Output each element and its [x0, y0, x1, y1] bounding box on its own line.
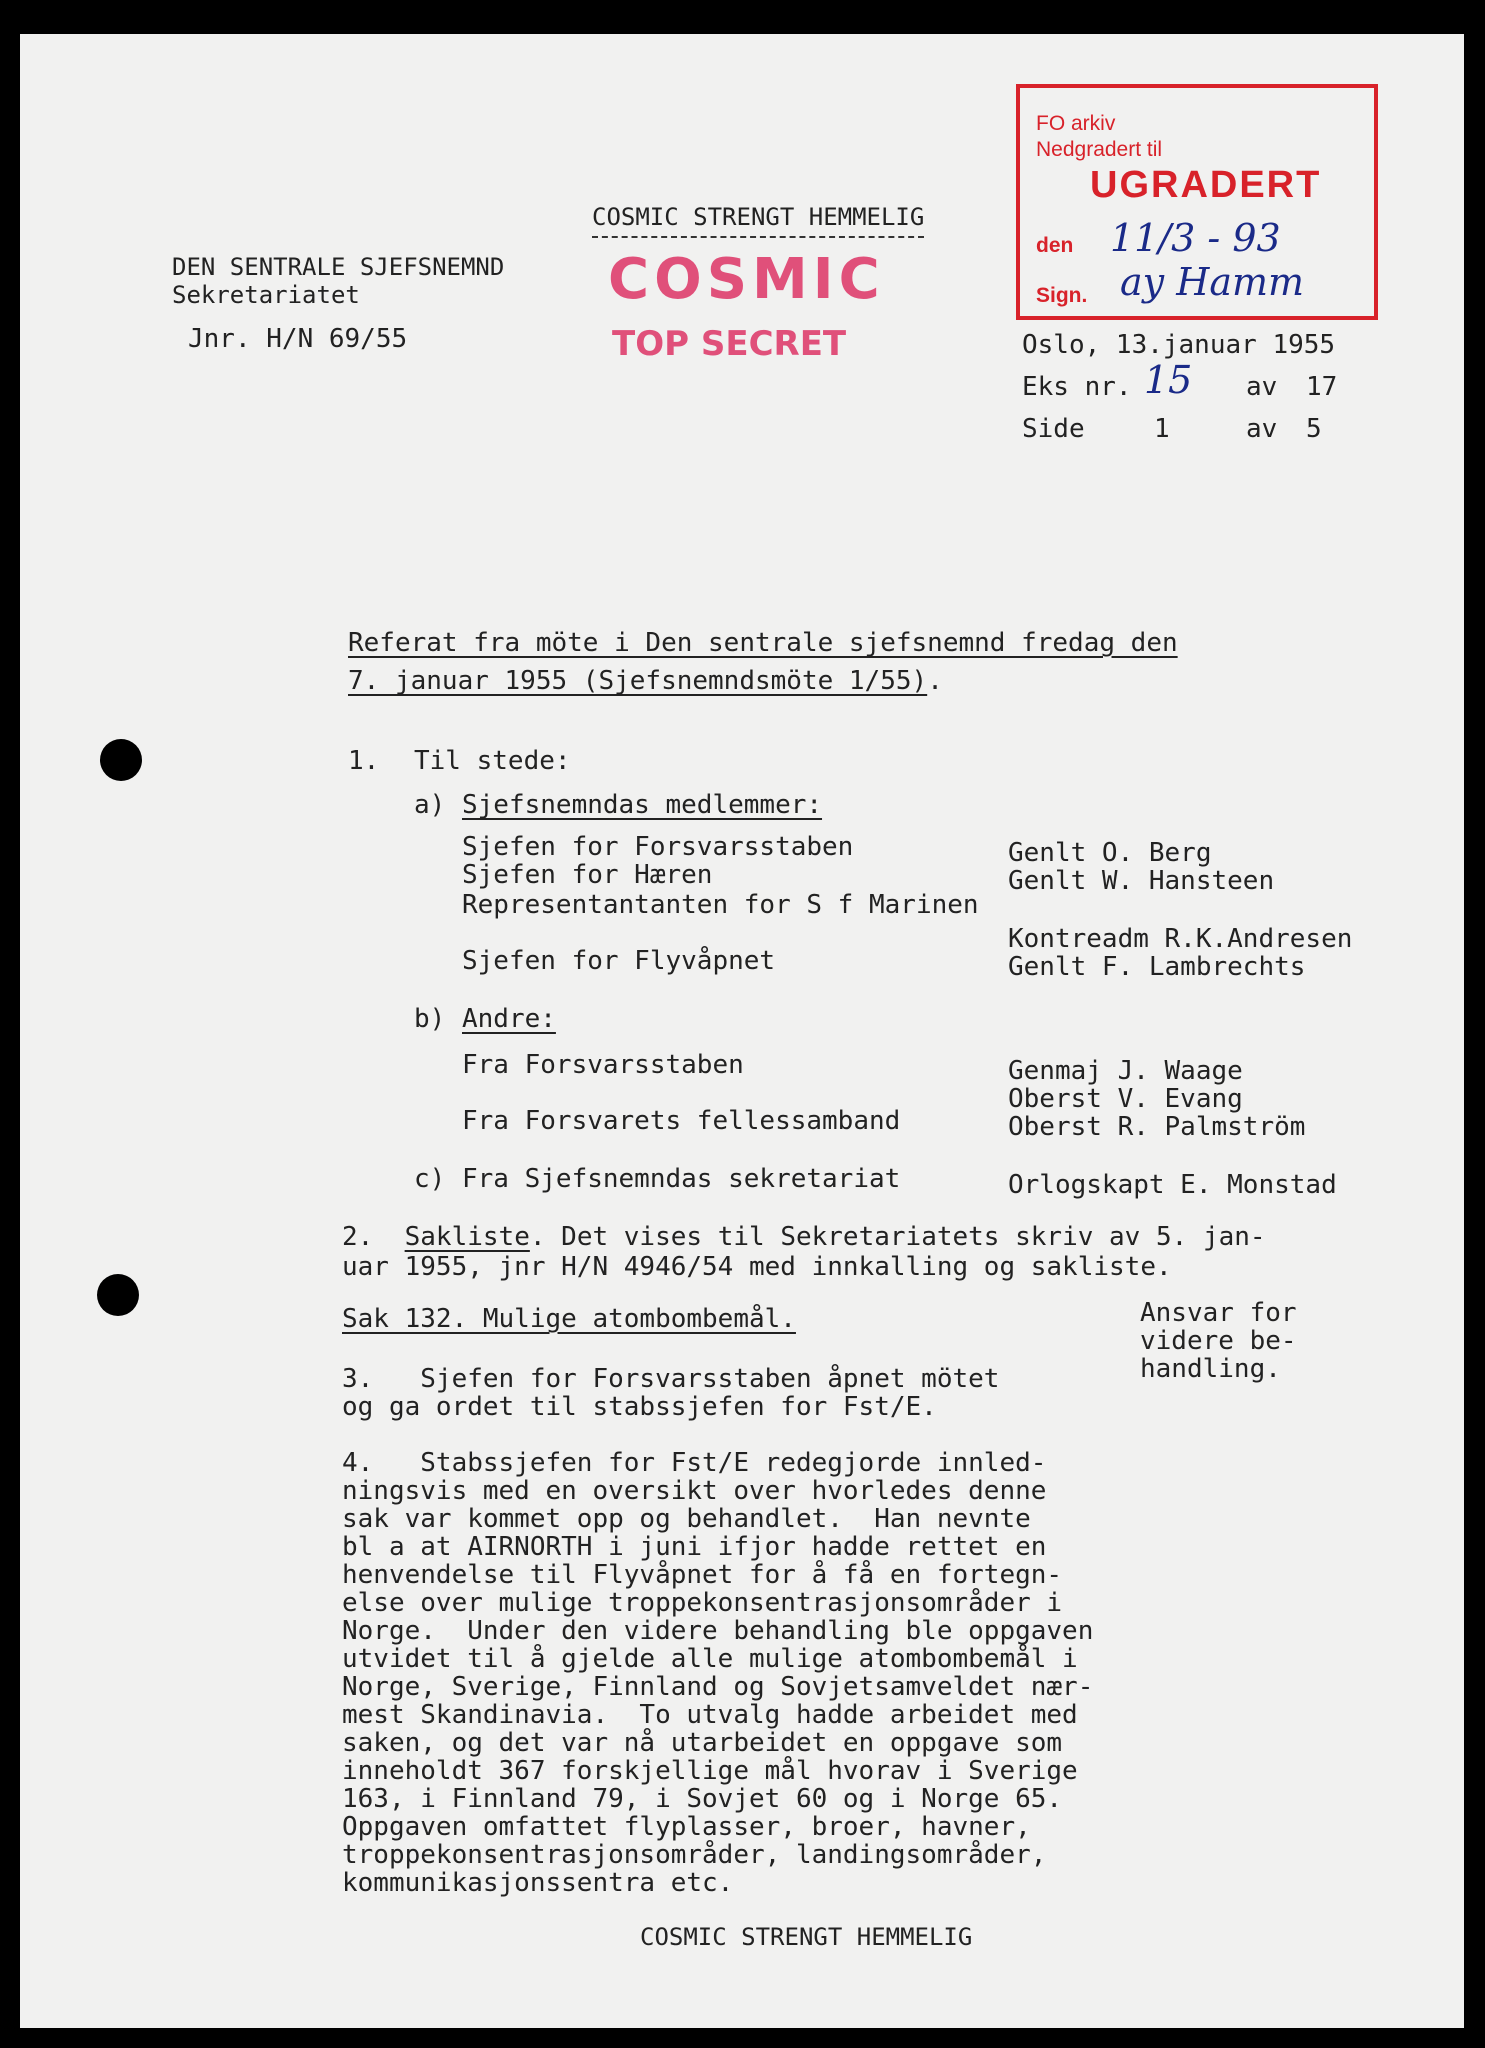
paragraph4-line: else over mulige troppekonsentrasjonsområder i — [342, 1588, 1063, 1618]
paragraph4-line: kommunikasjonssentra etc. — [342, 1868, 734, 1898]
responsibility-note: videre be- — [1140, 1326, 1297, 1356]
subsection-b-marker: b) — [414, 1004, 446, 1034]
section2-line1 — [342, 1222, 1266, 1252]
responsibility-note: handling. — [1140, 1354, 1281, 1384]
subsection-b-heading: Andre: — [462, 1004, 556, 1034]
document-page — [20, 34, 1464, 2028]
paragraph4-line: Norge, Sverige, Finnland og Sovjetsamveldet nær- — [342, 1672, 1094, 1702]
minutes-title-line1: Referat fra möte i Den sentrale sjefsnemnd fredag den — [348, 628, 1178, 658]
page-total-value: 5 — [1306, 414, 1322, 444]
other-name: Oberst R. Palmström — [1008, 1112, 1306, 1142]
secretariat-role: Fra Sjefsnemndas sekretariat — [462, 1164, 901, 1194]
other-name: Genmaj J. Waage — [1008, 1056, 1243, 1086]
other-role: Fra Forsvarets fellessamband — [462, 1106, 901, 1136]
archive-stamp-line2: Nedgradert til — [1036, 138, 1163, 161]
paragraph4-line: Oppgaven omfattet flyplasser, broer, havner, — [342, 1812, 1031, 1842]
paragraph4-line: troppekonsentrasjonsområder, landingsområder, — [342, 1840, 1047, 1870]
member-role: Sjefen for Forsvarsstaben — [462, 832, 854, 862]
org-name: DEN SENTRALE SJEFSNEMND — [172, 253, 505, 281]
journal-number: Jnr. H/N 69/55 — [188, 324, 408, 354]
paragraph4-line: utvidet til å gjelde alle mulige atombombemål i — [342, 1644, 1078, 1674]
paragraph4-line: mest Skandinavia. To utvalg hadde arbeidet med — [342, 1700, 1078, 1730]
paragraph4-line: sak var kommet opp og behandlet. Han nevnte — [342, 1504, 1031, 1534]
member-role: Sjefen for Flyvåpnet — [462, 946, 776, 976]
member-role: Representantanten for S f Marinen — [462, 890, 979, 920]
document-date: Oslo, 13.januar 1955 — [1022, 330, 1336, 360]
archive-stamp-date-label: den — [1036, 234, 1074, 257]
section2-line2: uar 1955, jnr H/N 4946/54 med innkalling og sakliste. — [342, 1252, 1172, 1282]
copy-total-label: av — [1246, 372, 1278, 402]
punch-hole-bottom — [97, 1274, 139, 1316]
page-number-value: 1 — [1154, 414, 1170, 444]
section2-text1: . Det vises til Sekretariatets skriv av 5. jan- — [529, 1222, 1266, 1252]
org-department: Sekretariatet — [172, 281, 360, 309]
section1-number: 1. — [348, 746, 380, 776]
section2-number: 2. — [342, 1222, 374, 1252]
paragraph4-line: bl a at AIRNORTH i juni ifjor hadde rettet en — [342, 1532, 1047, 1562]
cosmic-stamp-subtitle: TOP SECRET — [612, 324, 847, 364]
member-name: Genlt W. Hansteen — [1008, 866, 1275, 896]
copy-number-label: Eks nr. — [1022, 372, 1132, 402]
secretariat-name: Orlogskapt E. Monstad — [1008, 1170, 1337, 1200]
copy-total-value: 17 — [1306, 372, 1338, 402]
cosmic-stamp-title: COSMIC — [608, 247, 885, 312]
paragraph4-line: 4. Stabssjefen for Fst/E redegjorde innled- — [342, 1448, 1047, 1478]
other-role: Fra Forsvarsstaben — [462, 1050, 744, 1080]
paragraph4-line: saken, og det var nå utarbeidet en oppgave som — [342, 1728, 1063, 1758]
paragraph4-line: 163, i Finnland 79, i Sovjet 60 og i Norge 65. — [342, 1784, 1063, 1814]
punch-hole-top — [100, 739, 142, 781]
paragraph4-line: Norge. Under den videre behandling ble oppgaven — [342, 1616, 1094, 1646]
member-name: Kontreadm R.K.Andresen — [1008, 924, 1353, 954]
paragraph4-line: inneholdt 367 forskjellige mål hvorav i Sverige — [342, 1756, 1078, 1786]
archive-stamp-sign-label: Sign. — [1036, 284, 1088, 307]
subsection-c-marker: c) — [414, 1164, 446, 1194]
responsibility-note: Ansvar for — [1140, 1298, 1297, 1328]
member-role: Sjefen for Hæren — [462, 860, 713, 890]
page-number-label: Side — [1022, 414, 1085, 444]
page-total-label: av — [1246, 414, 1278, 444]
copy-number-value: 15 — [1144, 358, 1193, 402]
subsection-a-heading: Sjefsnemndas medlemmer: — [462, 790, 823, 820]
section2-label: Sakliste — [404, 1222, 530, 1252]
minutes-title-line2 — [348, 666, 943, 696]
archive-stamp-signature: ay Hamm — [1120, 260, 1305, 304]
member-name: Genlt O. Berg — [1008, 838, 1212, 868]
paragraph4-line: ningsvis med en oversikt over hvorledes denne — [342, 1476, 1047, 1506]
subsection-a-marker: a) — [414, 790, 446, 820]
archive-stamp-status: UGRADERT — [1090, 164, 1322, 206]
archive-stamp-date: 11/3 - 93 — [1110, 216, 1281, 260]
classification-bottom: COSMIC STRENGT HEMMELIG — [640, 1923, 973, 1951]
section1-heading: Til stede: — [414, 746, 571, 776]
archive-stamp — [1016, 84, 1378, 320]
minutes-title-line2-text: 7. januar 1955 (Sjefsnemndsmöte 1/55) — [348, 666, 928, 696]
member-name: Genlt F. Lambrechts — [1008, 952, 1306, 982]
other-name: Oberst V. Evang — [1008, 1084, 1243, 1114]
archive-stamp-line1: FO arkiv — [1036, 112, 1116, 135]
paragraph3-line: 3. Sjefen for Forsvarsstaben åpnet mötet — [342, 1364, 1000, 1394]
minutes-title-line2-suffix: . — [927, 666, 943, 696]
classification-top: COSMIC STRENGT HEMMELIG — [592, 202, 924, 238]
case-heading: Sak 132. Mulige atombombemål. — [342, 1304, 796, 1334]
paragraph4-line: henvendelse til Flyvåpnet for å få en fortegn- — [342, 1560, 1063, 1590]
paragraph3-line: og ga ordet til stabssjefen for Fst/E. — [342, 1392, 937, 1422]
